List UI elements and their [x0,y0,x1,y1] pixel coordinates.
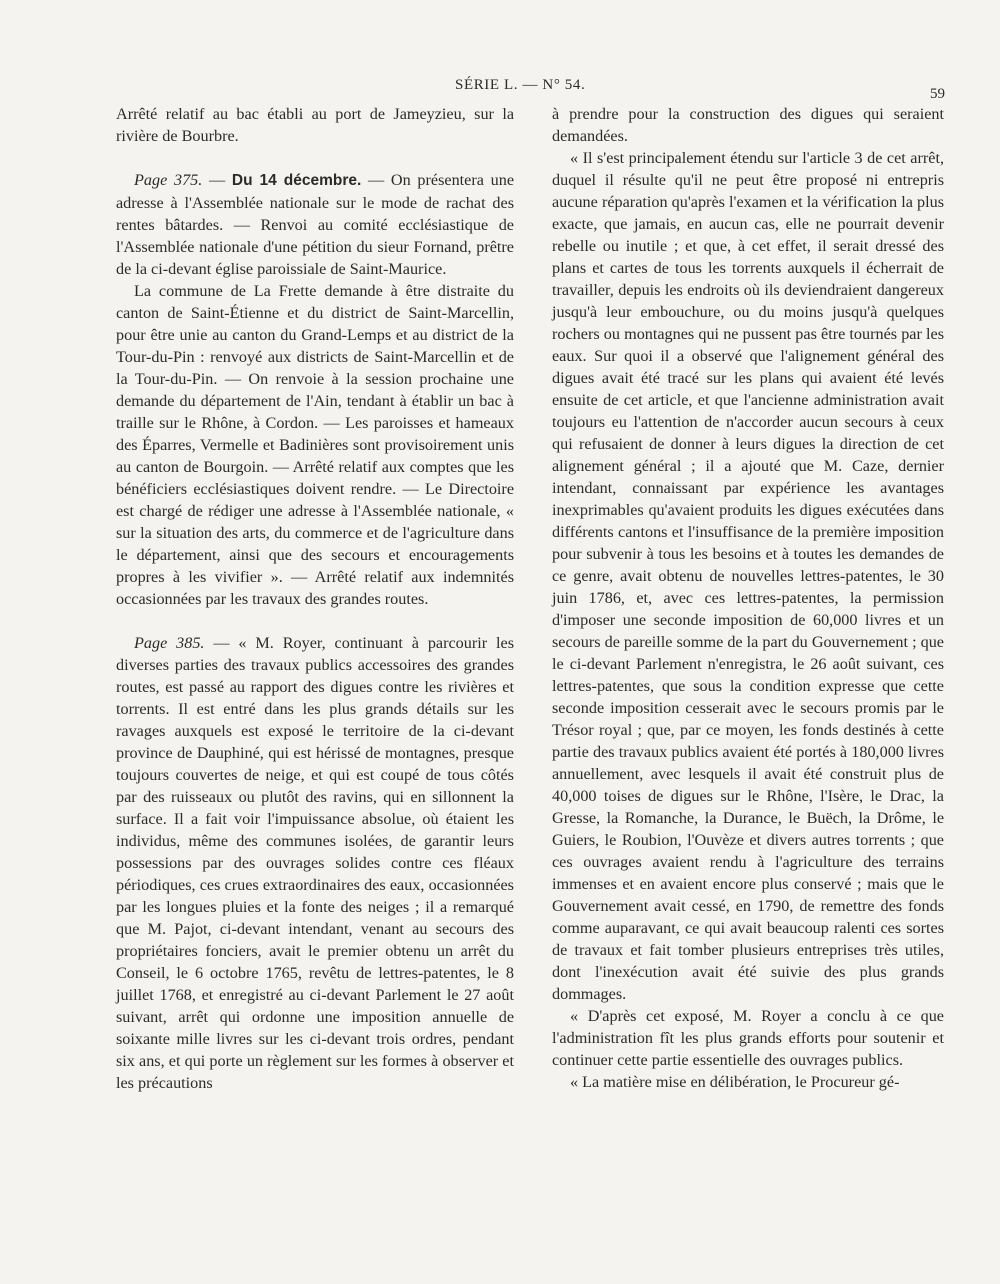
session-date: Du 14 décembre. [231,172,362,189]
paragraph-bac-jameyzieu: Arrêté relatif au bac établi au port de Jameyzieu, sur la rivière de Bourbre. [116,105,514,145]
page-reference: Page 385. [134,634,205,652]
paragraph-article-3: « Il s'est principalement étendu sur l'article 3 de cet arrêt, duquel il résulte qu'il ne peut être proposé ni entrepris aucune réparation qu'après l'examen et la vérification la plus exacte, que jamais, en aucun cas, elle ne pourrait devenir rebelle ou inutile ; et que, à cet effet, il serait dressé des plans et cartes de tous les torrents auxquels il écherrait de travailler, depuis les endroits où ils deviendraient dangereux jusqu'à leur embouchure, ou du moins jusqu'à quelques rochers ou montagnes qui ne pussent pas être tournés par les eaux. Sur quoi il a observé que l'alignement général des digues avait été tracé sur les plans qui avaient été levés ensuite de cet article, et que l'ancienne administration avait toujours eu l'attention de n'accorder aucun secours à ceux qui refusaient de donner à leurs digues la direction de cet alignement général ; il a ajouté que M. Caze, dernier intendant, connaissant par expérience les avantages inexprimables qu'avaient produits les digues exécutées dans différents cantons et l'insuffisance de la première imposition pour subvenir à tous les besoins et à toutes les demandes de ce genre, avait obtenu de nouvelles lettres-patentes, le 30 juin 1786, et, avec ces lettres-patentes, la permission d'imposer une seconde imposition de 60,000 livres et un secours de pareille somme de la part du Gouvernement ; que le ci-devant Parlement n'enregistra, le 26 août suivant, ces lettres-patentes, que sous la condition expresse que cette seconde imposition cesserait avec le secours promis par le Trésor royal ; que, par ce moyen, les fonds destinés à cette partie des travaux publics avaient été portés à 180,000 livres annuellement, avec lesquels il avait été construit plus de 40,000 toises de digues sur le Rhône, l'Isère, le Drac, la Gresse, la Romanche, la Durance, le Buëch, la Drôme, le Guiers, le Roubion, l'Ouvèze et divers autres torrents ; que ces ouvrages avaient rendu à l'agriculture des terrains immenses et en avaient encore plus conservé ; mais que le Gouvernement avait cessé, en 1790, de remettre des fonds comme auparavant, ce qui avait beaucoup ralenti ces sortes de travaux et fait tomber plusieurs entreprises très utiles, dont l'inexécution avait été suivie des plus grands dommages. [552,149,944,1003]
left-column [116,103,514,1094]
page-reference: Page 375. [134,171,203,189]
page-number: 59 [930,86,945,102]
running-head: SÉRIE L. — N° 54. [455,77,586,93]
paragraph-continuation: à prendre pour la construction des digues qui seraient demandées. [552,105,944,145]
separator: — [202,171,232,189]
paragraph-text: — « M. Royer, continuant à parcourir les diverses parties des travaux publics accessoires des grandes routes, est passé au rapport des digues contre les rivières et torrents. Il est entré dans les plus grands détails sur les ravages auxquels est exposé le territoire de la ci-devant province de Dauphiné, qui est hérissé de montagnes, presque toujours couvertes de neige, et qui est coupé de tous côtés par des ruisseaux ou plutôt des ravins, qui en sillonnent la surface. Il a fait voir l'impuissance absolue, où étaient les individus, même des communes isolées, de garantir leurs possessions par des ouvrages solides contre ces fléaux périodiques, ces crues extraordinaires des eaux, occasionnées par les longues pluies et la fonte des neiges ; il a remarqué que M. Pajot, ci-devant intendant, venant au secours des propriétaires fonciers, avait le premier obtenu un arrêt du Conseil, le 6 octobre 1765, revêtu de lettres-patentes, le 8 juillet 1768, et enregistré au ci-devant Parlement le 27 août suivant, arrêt qui ordonne une imposition annuelle de soixante mille livres sur les ci-devant trois ordres, pendant six ans, et qui porte un règlement sur les formes à observer et les précautions [116,634,514,1092]
paragraph-conclusion-royer: « D'après cet exposé, M. Royer a conclu à ce que l'administration fît les plus grands efforts pour soutenir et continuer cette partie essentielle des ouvrages publics. [552,1007,944,1069]
paragraph-la-frette: La commune de La Frette demande à être distraite du canton de Saint-Étienne et du district de Saint-Marcellin, pour être unie au canton du Grand-Lemps et au district de la Tour-du-Pin : renvoyé aux districts de Saint-Marcellin et de la Tour-du-Pin. — On renvoie à la session prochaine une demande du département de l'Ain, tendant à établir un bac à traille sur le Rhône, à Cordon. — Les paroisses et hameaux des Éparres, Vermelle et Badinières sont provisoirement unis au canton de Bourgoin. — Arrêté relatif aux comptes que les bénéficiers ecclésiastiques doivent rendre. — Le Directoire est chargé de rédiger une adresse à l'Assemblée nationale, « sur la situation des arts, du commerce et de l'agriculture dans le département, ainsi que des secours et encouragements propres à les vivifier ». — Arrêté relatif aux indemnités occasionnées par les travaux des grandes routes. [116,282,514,608]
paragraph-text: — On présentera une adresse à l'Assemblée nationale sur le mode de rachat des rentes bâtardes. — Renvoi au comité ecclésiastique de l'Assemblée nationale d'une pétition du sieur Fornand, prêtre de la ci-devant église paroissiale de Saint-Maurice. [116,171,515,278]
paragraph-deliberation: « La matière mise en délibération, le Procureur gé- [570,1073,900,1091]
paragraph-page-375 [116,169,514,280]
paragraph-page-385 [116,632,514,1094]
right-column [552,103,944,1093]
